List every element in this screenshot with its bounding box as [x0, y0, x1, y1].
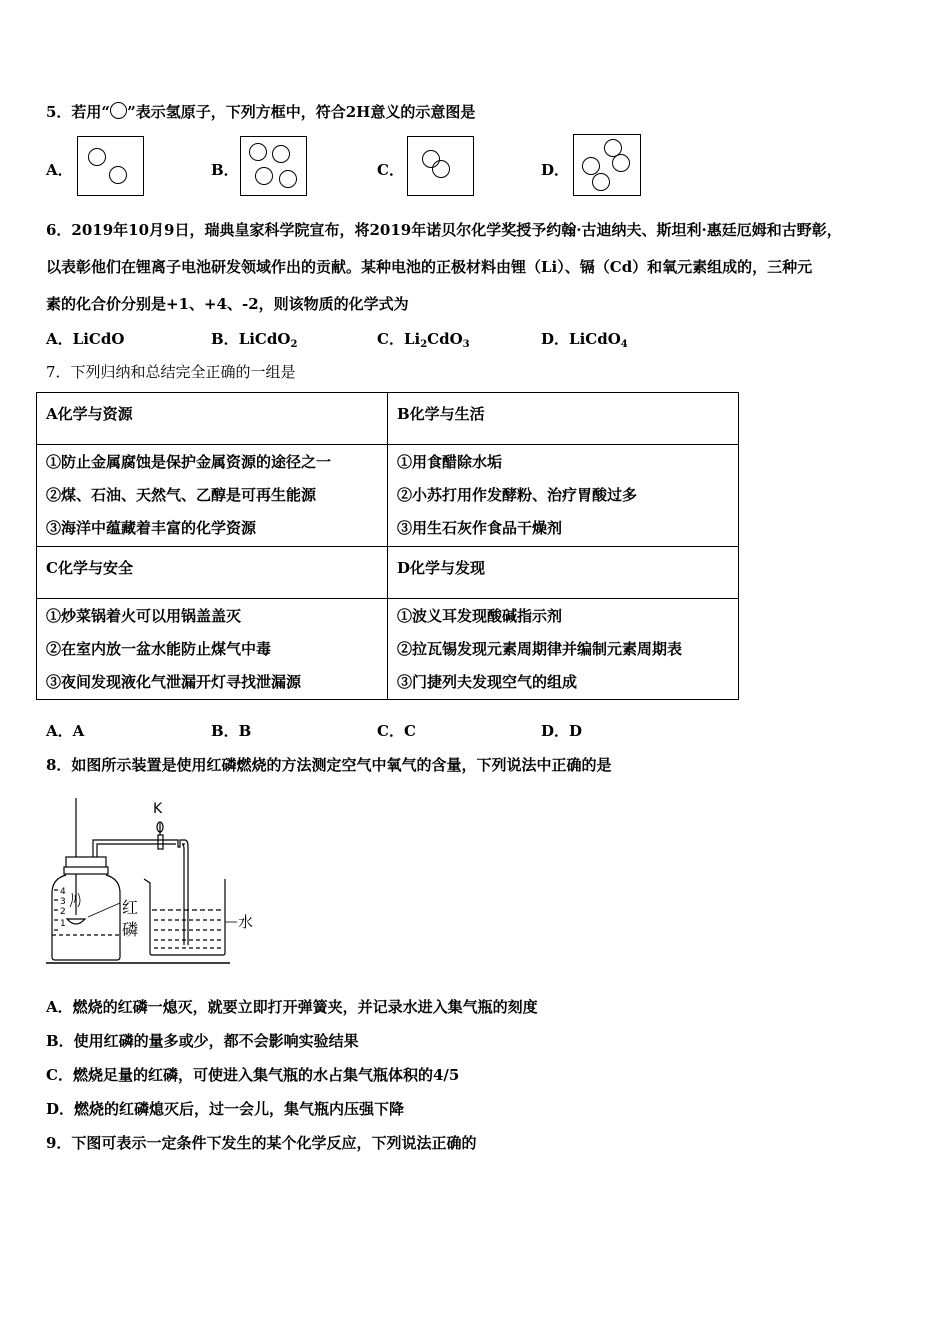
q6-stem-line3: 素的化合价分别是+1、+4、-2，则该物质的化学式为	[46, 295, 409, 313]
q6-option-c-formula-part2: CdO	[427, 330, 463, 348]
scale-label: 2	[60, 907, 66, 917]
q7-c-item: ①炒菜锅着火可以用锅盖盖灭	[46, 607, 242, 625]
q8-option-a: A．燃烧的红磷一熄灭，就要立即打开弹簧夹，并记录水进入集气瓶的刻度	[46, 998, 538, 1016]
hydrogen-atom-icon	[88, 148, 106, 166]
q5-option-c-diagram	[407, 136, 474, 196]
q5-option-c-label: C．	[377, 161, 404, 179]
q8-option-c: C．燃烧足量的红磷，可使进入集气瓶的水占集气瓶体积的4/5	[46, 1066, 460, 1084]
hydrogen-atom-icon	[249, 143, 267, 161]
delivery-tube	[185, 840, 188, 945]
q7-cell-d-items	[388, 599, 739, 700]
hydrogen-atom-icon	[582, 157, 600, 175]
q8-option-d: D．燃烧的红磷熄灭后，过一会儿，集气瓶内压强下降	[46, 1100, 405, 1118]
q7-stem: 7．下列归纳和总结完全正确的一组是	[46, 363, 296, 381]
q5-stem-pre: 5．若用“	[46, 103, 111, 121]
q7-d-item: ②拉瓦锡发现元素周期律并编制元素周期表	[397, 640, 683, 658]
q7-cell-a-title: A化学与资源	[37, 393, 388, 445]
q7-c-item: ②在室内放一盆水能防止煤气中毒	[46, 640, 272, 658]
q6-option-d-subscript: 4	[620, 339, 628, 350]
q7-b-item: ③用生石灰作食品干燥剂	[397, 519, 563, 537]
q7-c-item: ③夜间发现液化气泄漏开灯寻找泄漏源	[46, 673, 302, 691]
q6-option-c	[377, 329, 470, 349]
q7-a-item: ①防止金属腐蚀是保护金属资源的途径之一	[46, 453, 332, 471]
hydrogen-atom-icon	[279, 170, 297, 188]
q5-option-a-diagram	[77, 136, 144, 196]
q5-option-b-label: B．	[211, 161, 239, 179]
label-red: 红	[122, 898, 139, 917]
hydrogen-atom-icon	[612, 154, 630, 172]
q7-d-item: ③门捷列夫发现空气的组成	[397, 673, 578, 691]
q8-stem: 8．如图所示装置是使用红磷燃烧的方法测定空气中氧气的含量，下列说法中正确的是	[46, 756, 612, 774]
hydrogen-atom-icon	[255, 167, 273, 185]
q6-option-a-formula: LiCdO	[72, 330, 125, 348]
q5-option-a-label: A．	[46, 161, 73, 179]
q6-option-b-subscript: 2	[290, 339, 298, 350]
q7-option-b: B．B	[211, 722, 252, 740]
q5-option-d-label: D．	[541, 161, 570, 179]
connecting-tube-inner	[97, 844, 176, 857]
q7-option-d: D．D	[541, 722, 583, 740]
q6-stem-line2: 以表彰他们在锂离子电池研发领域作出的贡献。某种电池的正极材料由锂（Li）、镉（Cd）和氧元素组成的，三种元	[46, 258, 813, 276]
q6-option-c-formula-part1: Li	[403, 330, 421, 348]
spring-clamp	[158, 835, 163, 849]
hydrogen-atom-icon	[432, 160, 450, 178]
q6-option-c-label: C．	[377, 330, 404, 348]
q7-a-item: ③海洋中蕴藏着丰富的化学资源	[46, 519, 257, 537]
q8-option-b: B．使用红磷的量多或少，都不会影响实验结果	[46, 1032, 359, 1050]
q9-stem: 9．下图可表示一定条件下发生的某个化学反应，下列说法正确的	[46, 1134, 477, 1152]
q6-option-c-subscript2: 3	[462, 339, 470, 350]
q6-option-a-label: A．	[46, 330, 73, 348]
q7-b-item: ②小苏打用作发酵粉、治疗胃酸过多	[397, 486, 638, 504]
scale-label: 4	[60, 887, 66, 897]
combustion-spoon	[67, 919, 85, 924]
q5-stem	[46, 102, 475, 122]
label-k: K	[153, 801, 163, 817]
q8-apparatus-figure	[40, 795, 270, 970]
q7-table	[36, 392, 739, 700]
q7-option-a: A．A	[46, 722, 85, 740]
q6-option-b-label: B．	[211, 330, 239, 348]
q7-cell-b-title: B化学与生活	[388, 393, 739, 445]
q7-cell-d-title: D化学与发现	[388, 547, 739, 599]
q7-cell-c-title: C化学与安全	[37, 547, 388, 599]
q7-cell-b-items	[388, 445, 739, 547]
scale-label: 3	[60, 897, 66, 907]
connecting-tube	[93, 840, 185, 857]
q6-option-d-formula: LiCdO	[569, 330, 621, 348]
label-water: 水	[238, 913, 254, 931]
label-phosphorus: 磷	[122, 920, 139, 939]
q7-a-item: ②煤、石油、天然气、乙醇是可再生能源	[46, 486, 317, 504]
q5-stem-post: ”表示氢原子，下列方框中，符合2H意义的示意图是	[127, 103, 476, 121]
hydrogen-atom-icon	[109, 166, 127, 184]
q5-option-b-diagram	[240, 136, 307, 196]
q7-cell-c-items	[37, 599, 388, 700]
q5-option-d-diagram	[573, 134, 641, 196]
q7-cell-a-items	[37, 445, 388, 547]
scale-label: 1	[60, 919, 66, 929]
q6-option-c-subscript1: 2	[420, 339, 428, 350]
q6-stem-line1: 6．2019年10月9日，瑞典皇家科学院宣布，将2019年诺贝尔化学奖授予约翰·古迪纳夫、斯坦利·惠廷厄姆和古野彰，	[46, 221, 842, 239]
atom-symbol-icon	[110, 102, 127, 119]
q7-option-c: C．C	[377, 722, 416, 740]
q6-option-d-label: D．	[541, 330, 570, 348]
q6-option-b	[211, 329, 297, 349]
q6-option-d	[541, 329, 628, 349]
q6-option-a	[46, 329, 124, 349]
hydrogen-atom-icon	[272, 145, 290, 163]
q6-option-b-formula: LiCdO	[238, 330, 291, 348]
hydrogen-atom-icon	[592, 173, 610, 191]
q7-d-item: ①波义耳发现酸碱指示剂	[397, 607, 563, 625]
q7-b-item: ①用食醋除水垢	[397, 453, 503, 471]
